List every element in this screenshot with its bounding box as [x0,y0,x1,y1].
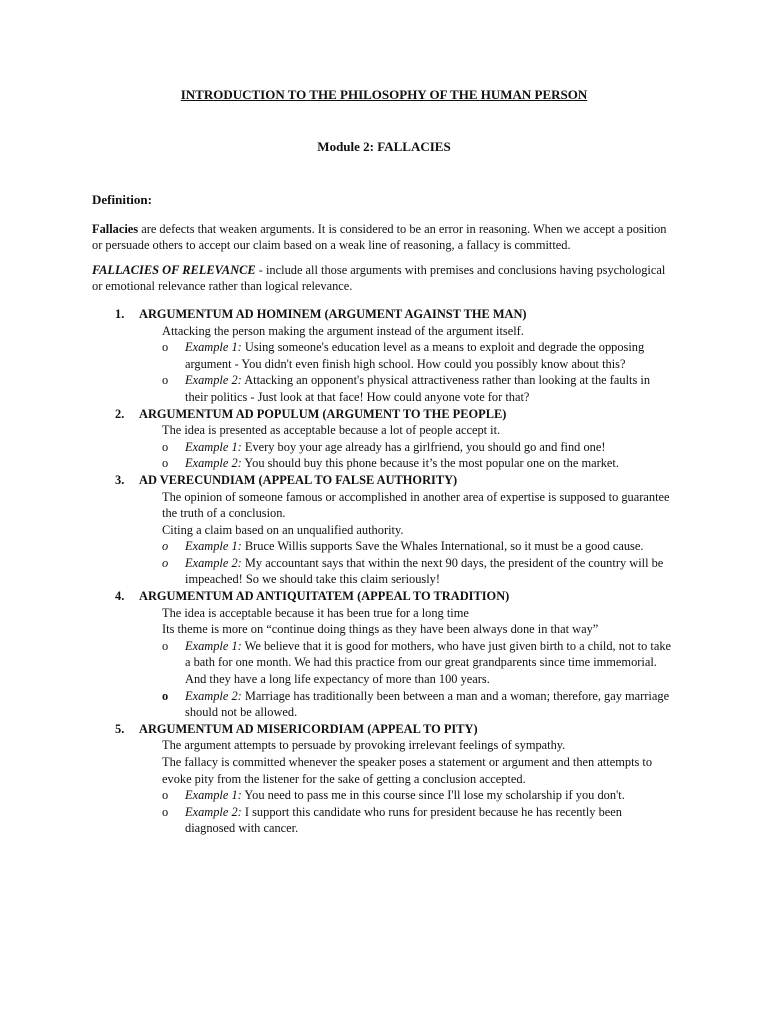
fallacy-description: Citing a claim based on an unqualified authority. [162,522,404,537]
example-text: Bruce Willis supports Save the Whales International, so it must be a good cause. [241,539,644,554]
relevance-text: - include all those arguments with premises and conclusions having psychological or emotional relevance rather than logical relevance. [92,262,666,294]
fallacy-heading-row [92,721,674,738]
fallacy-heading: ARGUMENTUM AD MISERICORDIAM (APPEAL TO PITY) [139,721,478,736]
bullet-marker: o [162,804,169,819]
example-text: You need to pass me in this course since I'll lose my scholarship if you don't. [241,788,625,803]
fallacy-item [92,472,674,588]
fallacy-item [92,306,674,406]
fallacy-heading-row [92,588,674,605]
example-label: Example 1: [185,539,242,554]
example-label: Example 2: [185,555,242,570]
fallacy-number: 5. [115,721,125,736]
fallacy-description: The idea is acceptable because it has been true for a long time [162,605,469,620]
fallacy-heading-row [92,406,674,423]
bullet-marker: o [162,340,169,355]
example-text: Attacking an opponent's physical attractiveness rather than looking at the faults in their politics - Just look at that face! How could anyone vote for that? [185,373,651,404]
document-body [92,192,674,837]
fallacy-heading: ARGUMENTUM AD HOMINEM (ARGUMENT AGAINST THE MAN) [139,306,527,321]
relevance-definition [92,262,674,295]
fallacy-heading: ARGUMENTUM AD POPULUM (ARGUMENT TO THE PEOPLE) [139,406,507,421]
example-item [92,372,674,405]
fallacy-description: Attacking the person making the argument instead of the argument itself. [162,323,524,338]
example-text: Every boy your age already has a girlfriend, you should go and find one! [241,439,606,454]
example-text: My accountant says that within the next 90 days, the president of the country will be impeached! So we should take this claim seriously! [185,555,664,587]
definition-heading: Definition: [92,192,152,207]
example-item [92,555,674,588]
fallacies-definition [92,221,674,254]
fallacy-heading-row [92,306,674,323]
example-label: Example 2: [185,804,242,819]
module-title: Module 2: FALLACIES [317,139,451,154]
fallacies-term: Fallacies [92,221,139,236]
fallacy-heading: AD VERECUNDIAM (APPEAL TO FALSE AUTHORITY) [139,472,458,487]
fallacy-description: Its theme is more on “continue doing things as they have been always done in that way” [162,622,599,637]
relevance-term: FALLACIES OF RELEVANCE [92,262,256,277]
fallacy-description: The argument attempts to persuade by provoking irrelevant feelings of sympathy. [162,738,566,753]
example-label: Example 2: [185,456,242,471]
example-label: Example 1: [185,439,242,454]
fallacy-item [92,721,674,837]
example-text: We believe that it is good for mothers, who have just given birth to a child, not to take a bath for one month. We had this practice from our great grandparents since time immemorial. And they have a long life expectancy of more than 100 years. [185,638,672,687]
fallacy-item [92,406,674,472]
example-item [92,439,674,456]
document-title: INTRODUCTION TO THE PHILOSOPHY OF THE HUMAN PERSON [180,87,588,102]
fallacy-number: 4. [115,589,125,604]
example-item [92,688,674,721]
bullet-marker: o [162,439,169,454]
example-item [92,804,674,837]
example-text: Using someone's education level as a means to exploit and degrade the opposing argument - You didn't even finish high school. How could you possibly know about this? [185,340,645,371]
example-item [92,455,674,472]
example-label: Example 1: [185,638,242,653]
fallacy-number: 3. [115,472,125,487]
example-item [92,787,674,804]
bullet-marker: o [162,539,169,554]
bullet-marker: o [162,373,169,388]
fallacy-number: 2. [115,406,125,421]
example-label: Example 2: [185,688,242,703]
bullet-marker: o [162,456,169,471]
fallacy-description: The opinion of someone famous or accomplished in another area of expertise is supposed to guarantee the truth of a conclusion. [162,489,670,521]
fallacies-text: are defects that weaken arguments. It is considered to be an error in reasoning. When we accept a position or persuade others to accept our claim based on a weak line of reasoning, a fallacy is committed. [92,221,667,253]
example-label: Example 2: [185,373,242,388]
fallacy-description: The fallacy is committed whenever the speaker poses a statement or argument and then attempts to evoke pity from the listener for the sake of getting a conclusion accepted. [162,755,653,786]
fallacy-item [92,588,674,721]
example-item [92,638,674,688]
bullet-marker: o [162,638,169,653]
example-text: You should buy this phone because it’s the most popular one on the market. [241,456,619,471]
example-text: I support this candidate who runs for president because he has recently been diagnosed with cancer. [185,804,622,836]
example-label: Example 1: [185,340,242,355]
example-item [92,538,674,555]
example-text: Marriage has traditionally been between a man and a woman; therefore, gay marriage should not be allowed. [185,688,670,720]
bullet-marker: o [162,555,169,570]
fallacy-heading-row [92,472,674,489]
bullet-marker: o [162,688,169,703]
example-item [92,339,674,372]
fallacy-description: The idea is presented as acceptable because a lot of people accept it. [162,423,501,438]
fallacy-number: 1. [115,306,125,321]
bullet-marker: o [162,788,169,803]
fallacy-list [92,306,674,837]
example-label: Example 1: [185,788,242,803]
fallacy-heading: ARGUMENTUM AD ANTIQUITATEM (APPEAL TO TRADITION) [139,589,510,604]
